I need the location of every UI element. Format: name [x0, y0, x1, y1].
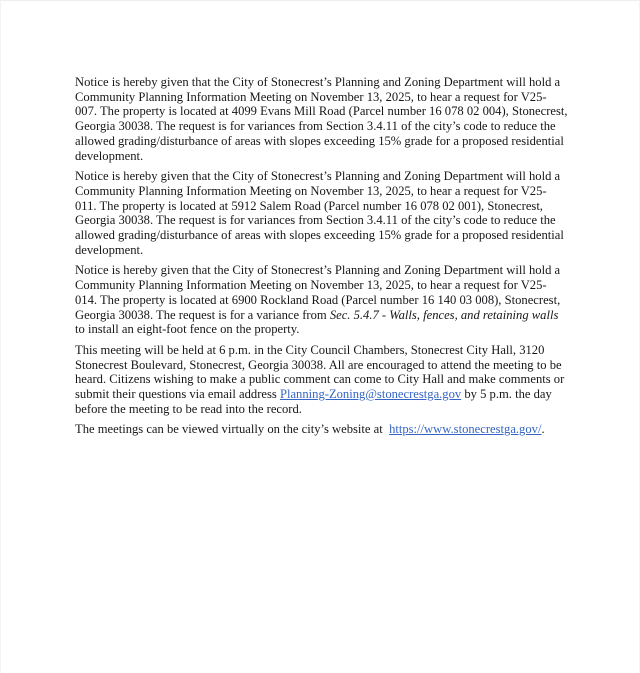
- text-run: .: [541, 422, 545, 437]
- text-run: The meetings can be viewed virtually on the city’s website at: [75, 422, 390, 437]
- text-run: Notice is hereby given that the City of Stonecrest’s Planning and Zoning Department will hold a Community Planning Information Meeting on November 13, 2025, to hear a request for V25-011. The property is located at 5912 Salem Road (Parcel number 16 078 02 001), Stonecrest, Georgia 30038. The request is for variances from Section 3.4.11 of the city’s code to reduce the allowed grading/disturbance of areas with slopes exceeding 15% grade for a proposed residential development.: [75, 169, 564, 257]
- text-run: Notice is hereby given that the City of Stonecrest’s Planning and Zoning Department will hold a Community Planning Information Meeting on November 13, 2025, to hear a request for V25-014. The property is located at 6900 Rockland Road (Parcel number 16 140 03 008), Stonecrest, Georgia 30038. The request is for a variance from: [75, 263, 561, 322]
- notice-text-block: [75, 75, 568, 443]
- notice-paragraph-v25-014: [75, 263, 568, 337]
- text-run: by 5 p.m. the day before the meeting to be read into the record.: [75, 387, 552, 416]
- email-link[interactable]: Planning-Zoning@stonecrestga.gov: [279, 387, 462, 402]
- text-run: to install an eight-foot fence on the property.: [75, 322, 300, 337]
- text-run: Notice is hereby given that the City of Stonecrest’s Planning and Zoning Department will hold a Community Planning Information Meeting on November 13, 2025, to hear a request for V25-007. The property is located at 4099 Evans Mill Road (Parcel number 16 078 02 004), Stonecrest, Georgia 30038. The request is for variances from Section 3.4.11 of the city’s code to reduce the allowed grading/disturbance of areas with slopes exceeding 15% grade for a proposed residential development.: [75, 75, 568, 163]
- website-link[interactable]: https://www.stonecrestga.gov/: [389, 422, 542, 437]
- notice-paragraph-v25-011: [75, 169, 568, 257]
- meeting-details-paragraph: [75, 343, 568, 417]
- text-run: This meeting will be held at 6 p.m. in the City Council Chambers, Stonecrest City Hall, 3120 Stonecrest Boulevard, Stonecrest, Georgia 30038. All are encouraged to attend the meeting to be heard. Citizens wishing to make a public comment can come to City Hall and make comments or submit their questions via email address: [75, 342, 565, 402]
- virtual-viewing-paragraph: [75, 422, 568, 437]
- notice-paragraph-v25-007: [75, 75, 568, 163]
- italic-text-run: Sec. 5.4.7 - Walls, fences, and retaining walls: [329, 307, 559, 322]
